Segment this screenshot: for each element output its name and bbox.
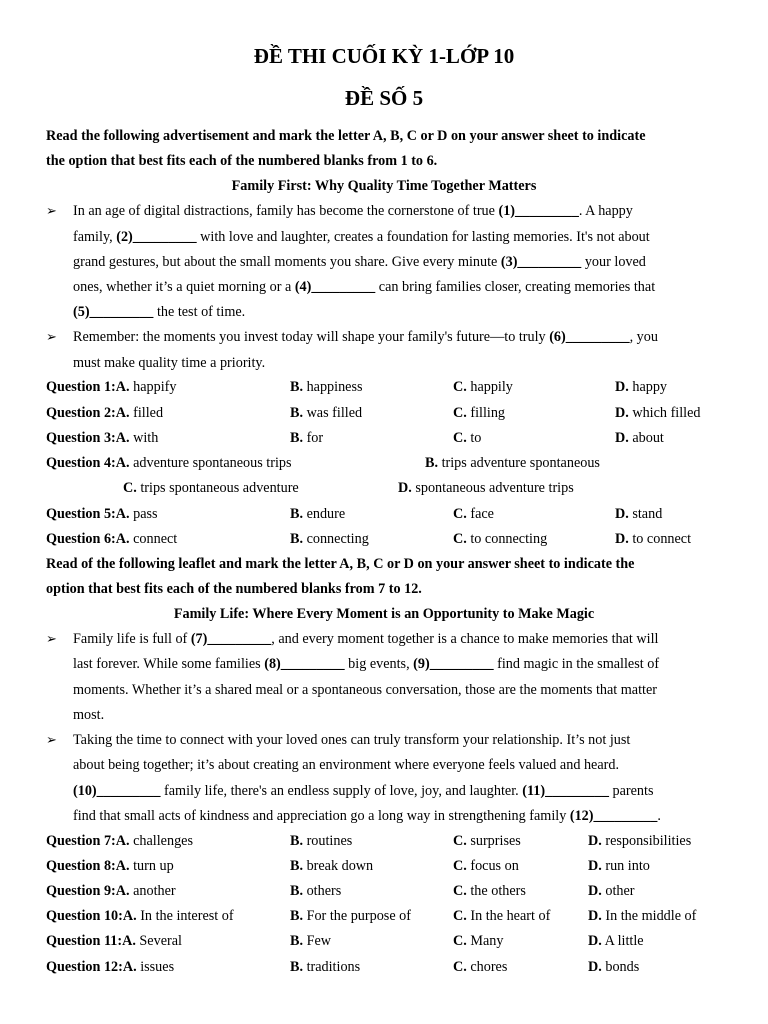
question-5-option-c: C. face [453, 506, 494, 522]
question-12-option-d: D. bonds [588, 959, 640, 975]
bullet-arrow-icon: ➢ [46, 732, 57, 747]
question-5-option-d: D. stand [615, 506, 663, 522]
question-12-option-c: C. chores [453, 959, 508, 975]
question-9-option-a: Question 9:A. another [46, 883, 176, 899]
question-11-option-b: B. Few [290, 933, 331, 949]
question-3-option-d: D. about [615, 430, 664, 446]
section1-instruction-line2: the option that best fits each of the numbered blanks from 1 to 6. [46, 153, 438, 169]
section1-instruction-line1: Read the following advertisement and mark the letter A, B, C or D on your answer sheet to indicate [46, 128, 646, 144]
question-2-option-a: Question 2:A. filled [46, 405, 164, 421]
passage2-para1-line3: moments. Whether it’s a shared meal or a spontaneous conversation, those are the moments that matter [73, 682, 658, 698]
passage1-para1-line1: In an age of digital distractions, family has become the cornerstone of true (1)_________. A happy [73, 203, 633, 219]
passage1-para1-line3: grand gestures, but about the small moments you share. Give every minute (3)_________ your loved [73, 254, 646, 270]
section2-instruction-line1: Read of the following leaflet and mark the letter A, B, C or D on your answer sheet to indicate the [46, 556, 635, 572]
passage2-para2-line1: Taking the time to connect with your loved ones can truly transform your relationship. It’s not just [73, 732, 631, 748]
passage1-para1-line2: family, (2)_________ with love and laughter, creates a foundation for lasting memories. It's not about [73, 229, 650, 245]
question-2-option-d: D. which filled [615, 405, 701, 421]
question-9-option-c: C. the others [453, 883, 526, 899]
question-7-option-b: B. routines [290, 833, 353, 849]
passage1-para2-line2: must make quality time a priority. [73, 355, 266, 371]
bullet-arrow-icon: ➢ [46, 329, 57, 344]
question-11-option-d: D. A little [588, 933, 644, 949]
question-11-option-a: Question 11:A. Several [46, 933, 182, 949]
passage2-para1-line4: most. [73, 707, 105, 723]
question-9-option-b: B. others [290, 883, 342, 899]
question-4-option-c: C. trips spontaneous adventure [123, 480, 299, 496]
question-8-option-c: C. focus on [453, 858, 519, 874]
question-7-option-a: Question 7:A. challenges [46, 833, 193, 849]
passage2-para2-line2: about being together; it’s about creating an environment where everyone feels valued and heard. [73, 757, 620, 773]
section1-heading: Family First: Why Quality Time Together Matters [231, 178, 537, 194]
question-12-option-b: B. traditions [290, 959, 361, 975]
question-11-option-c: C. Many [453, 933, 504, 949]
question-12-option-a: Question 12:A. issues [46, 959, 175, 975]
passage2-para2-line4: find that small acts of kindness and appreciation go a long way in strengthening family (12)_________. [73, 808, 661, 824]
question-6-option-a: Question 6:A. connect [46, 531, 178, 547]
question-8-option-d: D. run into [588, 858, 650, 874]
question-2-option-c: C. filling [453, 405, 506, 421]
question-1-option-d: D. happy [615, 379, 668, 395]
question-7-option-c: C. surprises [453, 833, 521, 849]
question-6-option-b: B. connecting [290, 531, 369, 547]
passage2-para2-line3: (10)_________ family life, there's an endless supply of love, joy, and laughter. (11)_________ parents [73, 783, 654, 799]
question-4-option-a: Question 4:A. adventure spontaneous trips [46, 455, 292, 471]
bullet-arrow-icon: ➢ [46, 631, 57, 646]
question-1-option-b: B. happiness [290, 379, 363, 395]
passage1-para2-line1: Remember: the moments you invest today will shape your family's future—to truly (6)_________, you [73, 329, 658, 345]
question-3-option-b: B. for [290, 430, 324, 446]
passage2-para1-line2: last forever. While some families (8)_________ big events, (9)_________ find magic in the smallest of [73, 656, 660, 672]
question-9-option-d: D. other [588, 883, 635, 899]
question-5-option-a: Question 5:A. pass [46, 506, 158, 522]
section2-instruction-line2: option that best fits each of the numbered blanks from 7 to 12. [46, 581, 422, 597]
question-4-option-d: D. spontaneous adventure trips [398, 480, 574, 496]
question-1-option-c: C. happily [453, 379, 513, 395]
passage1-para1-line5: (5)_________ the test of time. [73, 304, 246, 320]
question-6-option-c: C. to connecting [453, 531, 548, 547]
question-6-option-d: D. to connect [615, 531, 692, 547]
question-5-option-b: B. endure [290, 506, 346, 522]
question-7-option-d: D. responsibilities [588, 833, 692, 849]
question-10-option-a: Question 10:A. In the interest of [46, 908, 234, 924]
bullet-arrow-icon: ➢ [46, 203, 57, 218]
question-3-option-a: Question 3:A. with [46, 430, 159, 446]
question-4-option-b: B. trips adventure spontaneous [425, 455, 600, 471]
exam-title: ĐỀ THI CUỐI KỲ 1-LỚP 10 [253, 44, 515, 68]
question-8-option-b: B. break down [290, 858, 374, 874]
question-10-option-c: C. In the heart of [453, 908, 551, 924]
question-3-option-c: C. to [453, 430, 482, 446]
passage1-para1-line4: ones, whether it’s a quiet morning or a (4)_________ can bring families closer, creating memories that [73, 279, 656, 295]
question-1-option-a: Question 1:A. happify [46, 379, 177, 395]
exam-subtitle: ĐỀ SỐ 5 [344, 86, 424, 110]
question-2-option-b: B. was filled [290, 405, 363, 421]
question-8-option-a: Question 8:A. turn up [46, 858, 174, 874]
passage2-para1-line1: Family life is full of (7)_________, and every moment together is a chance to make memories that will [73, 631, 659, 647]
section2-heading: Family Life: Where Every Moment is an Opportunity to Make Magic [173, 606, 595, 622]
question-10-option-d: D. In the middle of [588, 908, 697, 924]
question-10-option-b: B. For the purpose of [290, 908, 411, 924]
